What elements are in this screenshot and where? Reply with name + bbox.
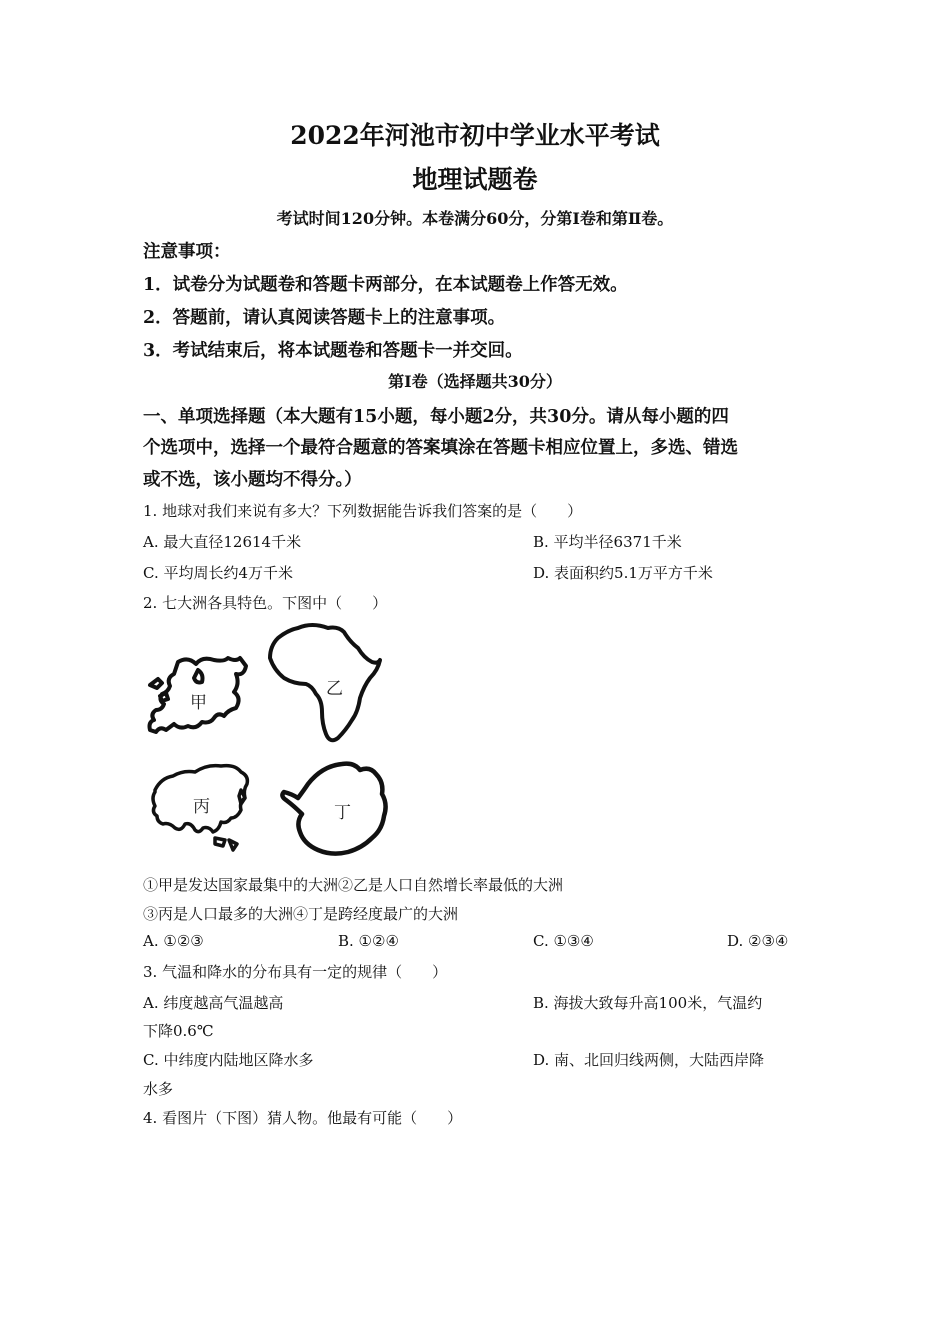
question-1-option-d: D. 表面积约5.1万平方千米	[533, 564, 713, 582]
question-1-option-a: A. 最大直径12614千米	[143, 533, 302, 551]
question-3-option-c: C. 中纬度内陆地区降水多	[143, 1051, 314, 1069]
question-3-option-b-line-2: 下降0.6℃	[143, 1022, 214, 1040]
question-2-option-c: C. ①③④	[533, 932, 594, 950]
question-1-option-b: B. 平均半径6371千米	[533, 533, 682, 551]
question-1-option-c: C. 平均周长约4万千米	[143, 564, 294, 582]
question-4-stem: 4. 看图片（下图）猜人物。他最有可能（ ）	[143, 1109, 463, 1127]
question-2-stem: 2. 七大洲各具特色。下图中（ ）	[143, 594, 388, 612]
note-item-1: 1．试卷分为试题卷和答题卡两部分，在本试题卷上作答无效。	[143, 275, 628, 295]
section-instructions-line-2: 个选项中，选择一个最符合题意的答案填涂在答题卡相应位置上，多选、错选	[143, 438, 738, 458]
question-3-option-d-line-2: 水多	[143, 1080, 174, 1098]
exam-title: 2022年河池市初中学业水平考试	[290, 121, 660, 150]
map-europe	[138, 650, 253, 745]
map-antarctica	[278, 760, 393, 860]
question-3-option-a: A. 纬度越高气温越高	[143, 994, 284, 1012]
question-2-statement-1: ①甲是发达国家最集中的大洲②乙是人口自然增长率最低的大洲	[143, 876, 564, 894]
map-africa	[268, 622, 388, 747]
map-asia	[145, 760, 255, 860]
question-2-option-d: D. ②③④	[727, 932, 789, 950]
section-instructions-line-1: 一、单项选择题（本大题有15小题，每小题2分，共30分。请从每小题的四	[143, 407, 729, 427]
note-item-2: 2．答题前，请认真阅读答题卡上的注意事项。	[143, 308, 506, 328]
question-2-statement-2: ③丙是人口最多的大洲④丁是跨经度最广的大洲	[143, 905, 459, 923]
note-item-3: 3．考试结束后，将本试题卷和答题卡一并交回。	[143, 341, 523, 361]
map-label-ding: 丁	[334, 803, 351, 823]
section-title: 第Ⅰ卷（选择题共30分）	[388, 372, 562, 391]
section-instructions-line-3: 或不选，该小题均不得分。）	[143, 470, 362, 490]
question-3-stem: 3. 气温和降水的分布具有一定的规律（ ）	[143, 963, 448, 981]
exam-info: 考试时间120分钟。本卷满分60分，分第Ⅰ卷和第Ⅱ卷。	[276, 209, 674, 228]
question-3-option-d-line-1: D. 南、北回归线两侧，大陆西岸降	[533, 1051, 765, 1069]
notes-heading: 注意事项：	[143, 242, 231, 262]
map-label-yi: 乙	[326, 679, 343, 699]
question-3-option-b-line-1: B. 海拔大致每升高100米，气温约	[533, 994, 763, 1012]
exam-subtitle: 地理试题卷	[412, 165, 538, 194]
question-2-option-b: B. ①②④	[338, 932, 399, 950]
question-1-stem: 1. 地球对我们来说有多大？下列数据能告诉我们答案的是（ ）	[143, 502, 583, 520]
map-label-bing: 丙	[193, 797, 210, 817]
question-2-option-a: A. ①②③	[143, 932, 204, 950]
map-label-jia: 甲	[190, 693, 207, 713]
